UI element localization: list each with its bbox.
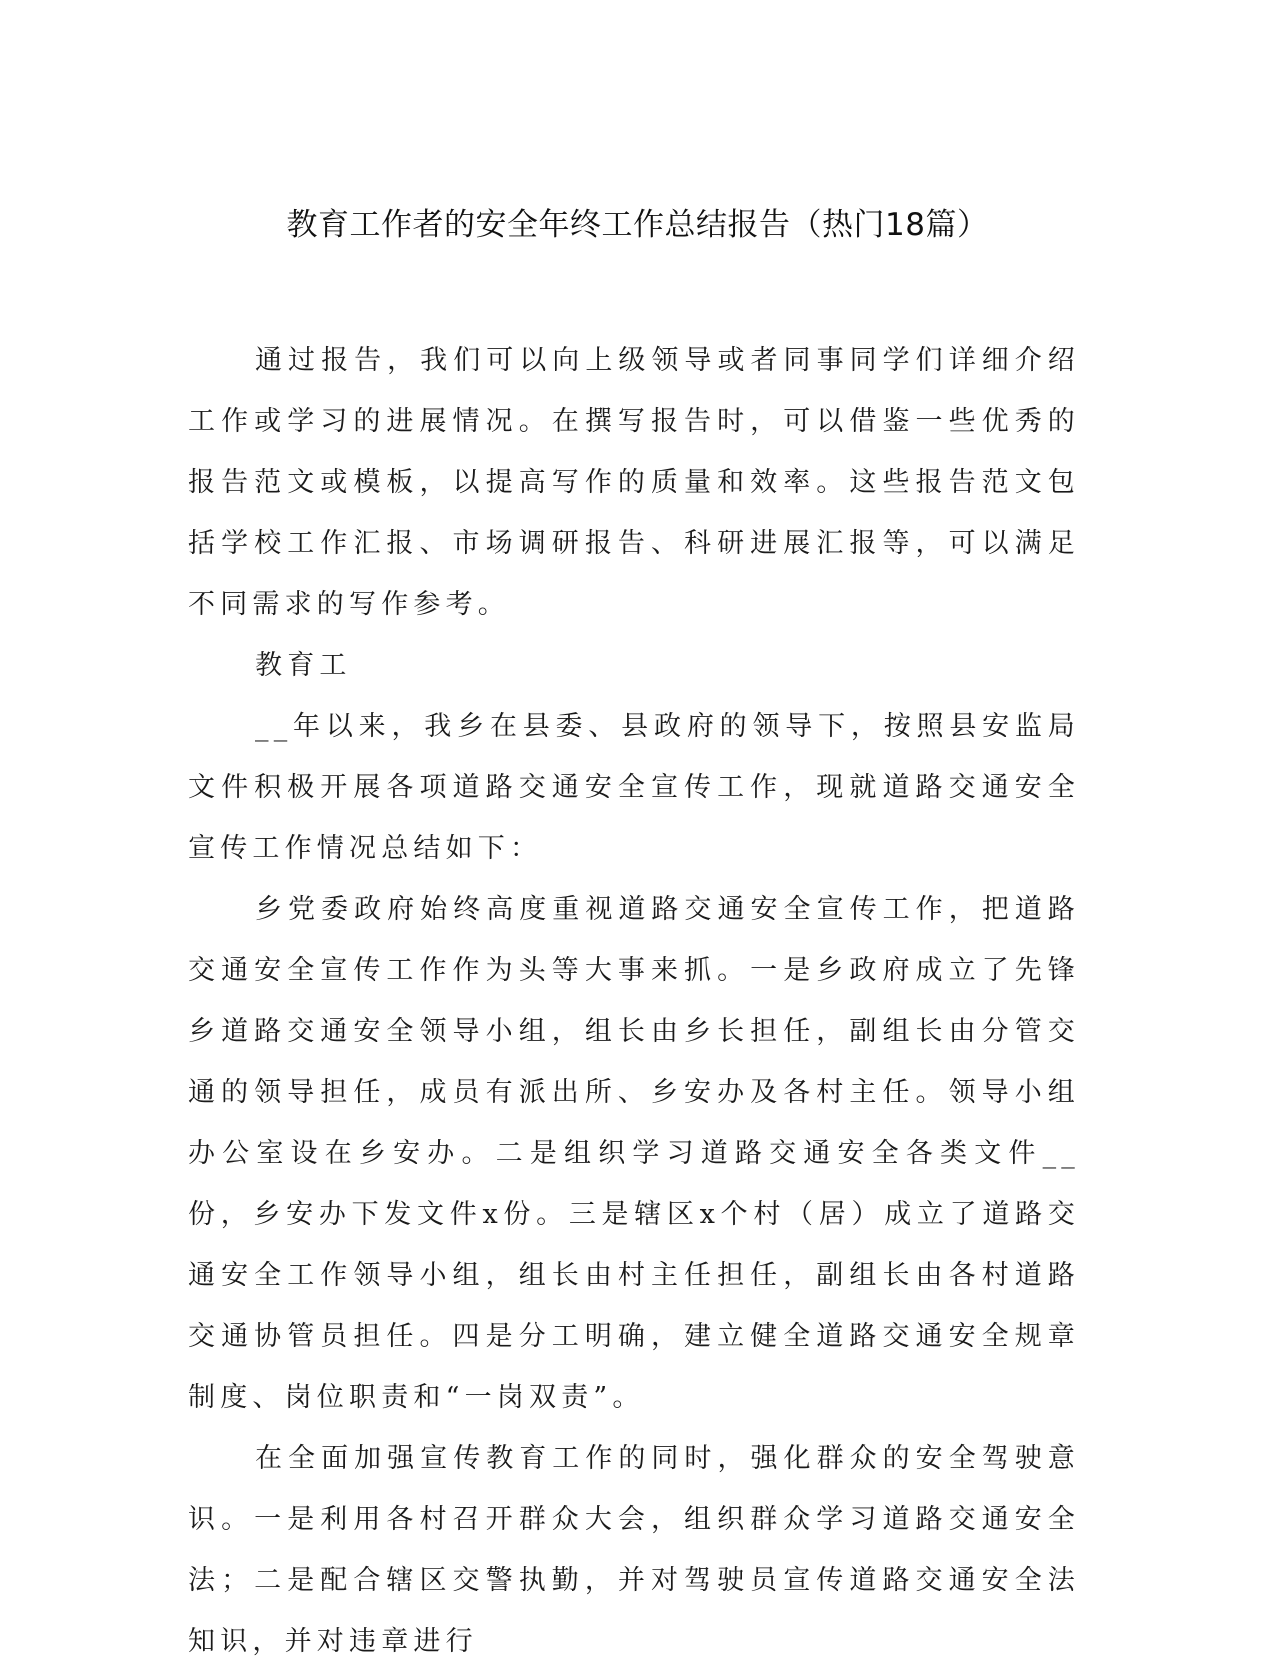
- document-title: 教育工作者的安全年终工作总结报告（热门18篇）: [286, 207, 989, 243]
- paragraph-intro: 通过报告，我们可以向上级领导或者同事同学们详细介绍工作或学习的进展情况。在撰写报告时，可以借鉴一些优秀的报告范文或模板，以提高写作的质量和效率。这些报告范文包括学校工作汇报、市场调研报告、科研进展汇报等，可以满足不同需求的写作参考。: [188, 345, 1080, 620]
- paragraph-leadership: 乡党委政府始终高度重视道路交通安全宣传工作，把道路交通安全宣传工作作为头等大事来抓。一是乡政府成立了先锋乡道路交通安全领导小组，组长由乡长担任，副组长由分管交通的领导担任，成员有派出所、乡安办及各村主任。领导小组办公室设在乡安办。二是组织学习道路交通安全各类文件__份，乡安办下发文件x份。三是辖区x个村（居）成立了道路交通安全工作领导小组，组长由村主任担任，副组长由各村道路交通协管员担任。四是分工明确，建立健全道路交通安全规章制度、岗位职责和“一岗双责”。: [188, 894, 1080, 1413]
- paragraph-awareness: 在全面加强宣传教育工作的同时，强化群众的安全驾驶意识。一是利用各村召开群众大会，组织群众学习道路交通安全法；二是配合辖区交警执勤，并对驾驶员宣传道路交通安全法知识，并对违章进行: [188, 1443, 1080, 1657]
- paragraph-opening: __年以来，我乡在县委、县政府的领导下，按照县安监局文件积极开展各项道路交通安全宣传工作，现就道路交通安全宣传工作情况总结如下：: [188, 711, 1080, 864]
- document-body: [188, 330, 1080, 1672]
- paragraph-heading-fragment: 教育工: [255, 650, 352, 681]
